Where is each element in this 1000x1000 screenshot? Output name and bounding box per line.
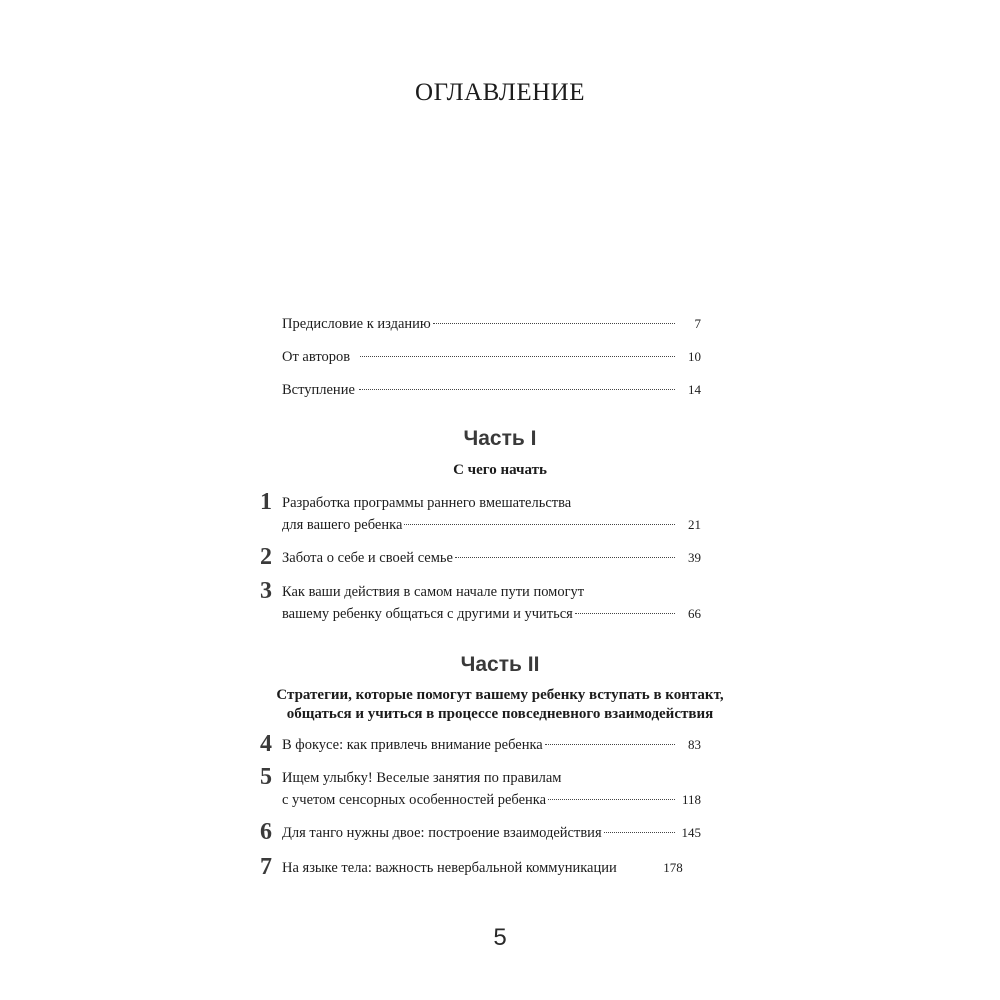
- toc-page-number: 7: [694, 316, 701, 331]
- chapter-title-line: Забота о себе и своей семье: [282, 550, 453, 566]
- part-heading: Часть II: [460, 653, 540, 676]
- chapter-title-line: Для танго нужны двое: построение взаимодействия: [282, 825, 602, 841]
- page-number: 5: [493, 924, 507, 951]
- chapter-title-line: вашему ребенку общаться с другими и учиться: [282, 606, 573, 622]
- dot-leader: [359, 389, 675, 390]
- chapter-number: 5: [260, 764, 272, 790]
- toc-page-number: 145: [681, 825, 701, 840]
- part-heading: Часть I: [463, 427, 537, 450]
- chapter-title-line: В фокусе: как привлечь внимание ребенка: [282, 737, 543, 753]
- part-subtitle: С чего начать: [453, 462, 547, 478]
- toc-page-number: 10: [688, 349, 701, 364]
- toc-page-number: 118: [681, 792, 701, 807]
- chapter-number: 2: [260, 544, 272, 570]
- part-subtitle: Стратегии, которые помогут вашему ребенку вступать в контакт,: [276, 687, 724, 703]
- toc-page-number: 21: [688, 517, 701, 532]
- part-subtitle: общаться и учиться в процессе повседневного взаимодействия: [286, 706, 714, 722]
- chapter-number: 6: [260, 819, 272, 845]
- chapter-number: 4: [260, 731, 272, 757]
- toc-page-number: 14: [688, 382, 701, 397]
- chapter-number: 7: [260, 854, 272, 880]
- toc-page-number: 178: [663, 860, 683, 875]
- page-title: ОГЛАВЛЕНИЕ: [415, 79, 585, 106]
- chapter-title-line: Как ваши действия в самом начале пути помогут: [282, 584, 585, 600]
- toc-entry-title: Вступление: [282, 382, 355, 398]
- chapter-title-line: для вашего ребенка: [282, 517, 403, 533]
- chapter-title-line: с учетом сенсорных особенностей ребенка: [282, 792, 547, 808]
- dot-leader: [604, 832, 675, 833]
- toc-entry-title: Предисловие к изданию: [282, 316, 431, 332]
- chapter-title-line: Разработка программы раннего вмешательства: [282, 495, 572, 511]
- toc-entry-title: От авторов: [282, 349, 351, 365]
- dot-leader: [455, 557, 675, 558]
- dot-leader: [548, 799, 675, 800]
- toc-page-number: 39: [688, 550, 701, 565]
- dot-leader: [360, 356, 675, 357]
- toc-page-number: 66: [688, 606, 701, 621]
- chapter-title-line: Ищем улыбку! Веселые занятия по правилам: [282, 770, 562, 786]
- dot-leader: [545, 744, 675, 745]
- chapter-number: 3: [260, 578, 272, 604]
- dot-leader: [404, 524, 675, 525]
- chapter-title-line: На языке тела: важность невербальной коммуникации: [282, 860, 617, 876]
- dot-leader: [433, 323, 675, 324]
- dot-leader: [575, 613, 675, 614]
- chapter-number: 1: [260, 489, 272, 515]
- toc-page-number: 83: [688, 737, 701, 752]
